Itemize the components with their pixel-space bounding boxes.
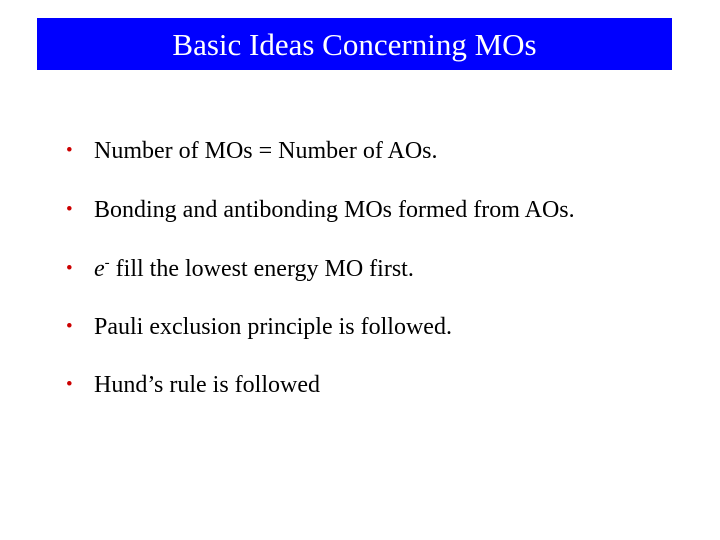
- electron-charge: -: [104, 255, 110, 271]
- bullet-item: [66, 138, 575, 197]
- bullet-text: Pauli exclusion principle is followed.: [94, 313, 452, 340]
- slide-title-banner: [37, 18, 672, 70]
- bullet-item: [66, 314, 575, 373]
- electron-symbol: e: [94, 256, 105, 282]
- bullet-item: [66, 255, 575, 314]
- bullet-marker-icon: •: [66, 198, 73, 220]
- slide-title: Basic Ideas Concerning MOs: [172, 26, 537, 62]
- bullet-list: [66, 138, 575, 431]
- bullet-text: fill the lowest energy MO first.: [115, 256, 414, 282]
- bullet-item: [66, 197, 575, 256]
- bullet-text: Bonding and antibonding MOs formed from AOs.: [94, 196, 575, 223]
- bullet-marker-icon: •: [66, 258, 73, 279]
- bullet-item: [66, 372, 575, 431]
- bullet-marker-icon: •: [66, 374, 73, 395]
- bullet-text-electron: [94, 255, 414, 283]
- bullet-marker-icon: •: [66, 140, 73, 161]
- bullet-marker-icon: •: [66, 315, 73, 337]
- bullet-text: Number of MOs = Number of AOs.: [94, 138, 438, 164]
- bullet-text: Hund’s rule is followed: [94, 372, 320, 398]
